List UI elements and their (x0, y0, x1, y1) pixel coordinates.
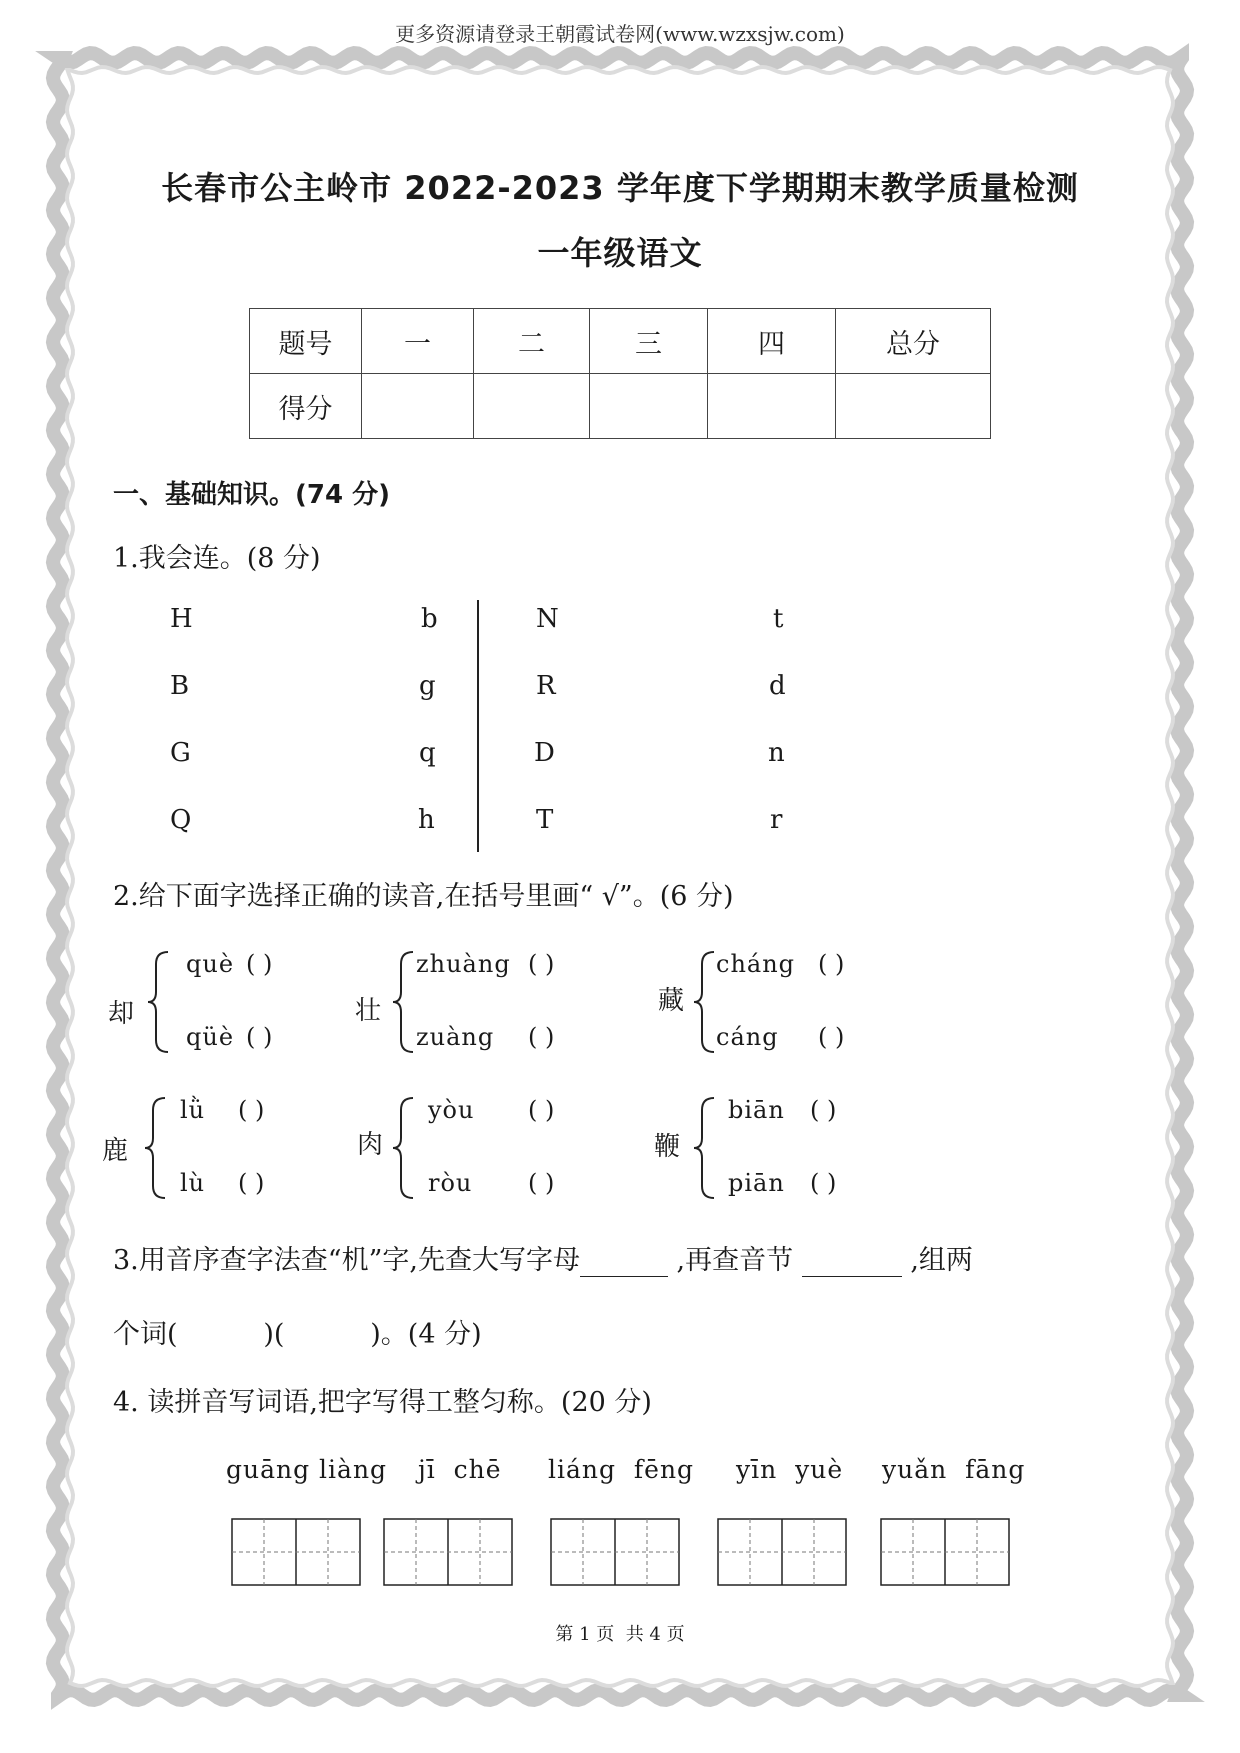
brace-icon (391, 1096, 417, 1200)
table-cell: 四 (708, 309, 836, 374)
question-3-line-1 (113, 1238, 973, 1277)
brace-icon (692, 1096, 718, 1200)
letter-right-upper: R (536, 671, 556, 701)
pinyin-word: jī chē (418, 1455, 502, 1484)
letter-left-lower: h (418, 805, 435, 835)
answer-blank[interactable] (802, 1248, 902, 1277)
pinyin-option: piān (728, 1169, 785, 1197)
letter-right-upper: D (534, 738, 555, 768)
letter-right-lower: t (773, 604, 784, 634)
brace-icon (391, 950, 417, 1054)
letter-left-lower: g (419, 671, 436, 701)
table-cell: 三 (590, 309, 708, 374)
letter-left-upper: G (170, 738, 191, 768)
pinyin-option: lù (180, 1169, 206, 1197)
source-note: 更多资源请登录王朝霞试卷网(www.wzxsjw.com) (395, 22, 845, 46)
divider-line (477, 600, 479, 852)
writing-grid[interactable] (383, 1518, 513, 1586)
score-input-cell[interactable] (474, 374, 590, 439)
letter-right-lower: d (769, 671, 786, 701)
table-cell: 题号 (250, 309, 362, 374)
page-footer: 第 1 页 共 4 页 (555, 1624, 685, 1645)
pinyin-word: yuǎn fāng (882, 1455, 1026, 1484)
letter-left-upper: Q (170, 805, 192, 835)
table-cell: 得分 (250, 374, 362, 439)
question-4-title: 4. 读拼音写词语,把字写得工整匀称。(20 分) (113, 1387, 652, 1418)
exam-subject: 一年级语文 (537, 234, 703, 272)
section-heading: 一、基础知识。(74 分) (113, 480, 390, 510)
answer-parens[interactable]: ( ) (528, 1096, 555, 1124)
answer-parens[interactable]: ( ) (238, 1096, 265, 1124)
answer-parens[interactable]: ( ) (818, 950, 845, 978)
pinyin-option: biān (728, 1096, 785, 1124)
pinyin-word: liáng fēng (548, 1455, 695, 1484)
answer-parens[interactable]: ( ) (246, 950, 273, 978)
pinyin-option: yòu (428, 1096, 475, 1124)
brace-icon (146, 950, 172, 1054)
writing-grid[interactable] (231, 1518, 361, 1586)
score-table-header-row (250, 309, 991, 374)
letter-left-lower: b (421, 604, 438, 634)
answer-parens[interactable]: ( ) (528, 950, 555, 978)
character: 鞭 (654, 1132, 681, 1162)
pinyin-option: ròu (428, 1169, 473, 1197)
score-table-score-row (250, 374, 991, 439)
answer-parens[interactable]: ( ) (810, 1169, 837, 1197)
pinyin-word: guāng liàng (226, 1455, 388, 1484)
letter-right-upper: T (536, 805, 554, 835)
pinyin-option: lǜ (180, 1096, 206, 1124)
letter-right-lower: r (770, 805, 783, 835)
answer-parens[interactable]: ( ) (246, 1023, 273, 1051)
character: 壮 (355, 996, 382, 1026)
letter-right-upper: N (536, 604, 559, 634)
letter-left-upper: B (170, 671, 190, 701)
score-input-cell[interactable] (836, 374, 991, 439)
answer-parens[interactable]: ( ) (818, 1023, 845, 1051)
table-cell: 二 (474, 309, 590, 374)
question-3-line-2: 个词( )( )。(4 分) (113, 1319, 482, 1350)
answer-parens[interactable]: ( ) (238, 1169, 265, 1197)
character: 藏 (658, 986, 685, 1016)
score-input-cell[interactable] (590, 374, 708, 439)
character: 却 (108, 999, 135, 1029)
letter-right-lower: n (768, 738, 785, 768)
question-3-text: ,再查音节 (676, 1245, 794, 1276)
exam-title: 长春市公主岭市 2022-2023 学年度下学期期末教学质量检测 (161, 169, 1079, 207)
writing-grid[interactable] (880, 1518, 1010, 1586)
score-input-cell[interactable] (708, 374, 836, 439)
score-input-cell[interactable] (362, 374, 474, 439)
answer-parens[interactable]: ( ) (528, 1169, 555, 1197)
question-1-title: 1.我会连。(8 分) (113, 543, 321, 574)
pinyin-word: yīn yuè (736, 1455, 844, 1484)
brace-icon (143, 1096, 169, 1200)
letter-left-lower: q (419, 738, 436, 768)
pinyin-option: què (186, 950, 235, 978)
table-cell: 总分 (836, 309, 991, 374)
character: 鹿 (102, 1136, 129, 1166)
brace-icon (692, 950, 718, 1054)
table-cell: 一 (362, 309, 474, 374)
character: 肉 (357, 1130, 384, 1160)
pinyin-option: qüè (186, 1023, 235, 1051)
writing-grid[interactable] (717, 1518, 847, 1586)
question-3-text: ,组两 (910, 1245, 973, 1276)
pinyin-option: zuàng (416, 1023, 495, 1051)
score-table (249, 308, 991, 439)
answer-parens[interactable]: ( ) (810, 1096, 837, 1124)
pinyin-option: cháng (716, 950, 796, 978)
answer-blank[interactable] (580, 1248, 668, 1277)
question-3-text: 3.用音序查字法查“机”字,先查大写字母 (113, 1245, 580, 1276)
question-2-title: 2.给下面字选择正确的读音,在括号里画“ √”。(6 分) (113, 881, 734, 912)
answer-parens[interactable]: ( ) (528, 1023, 555, 1051)
writing-grid[interactable] (550, 1518, 680, 1586)
pinyin-option: zhuàng (416, 950, 511, 978)
pinyin-option: cáng (716, 1023, 779, 1051)
letter-left-upper: H (170, 604, 193, 634)
